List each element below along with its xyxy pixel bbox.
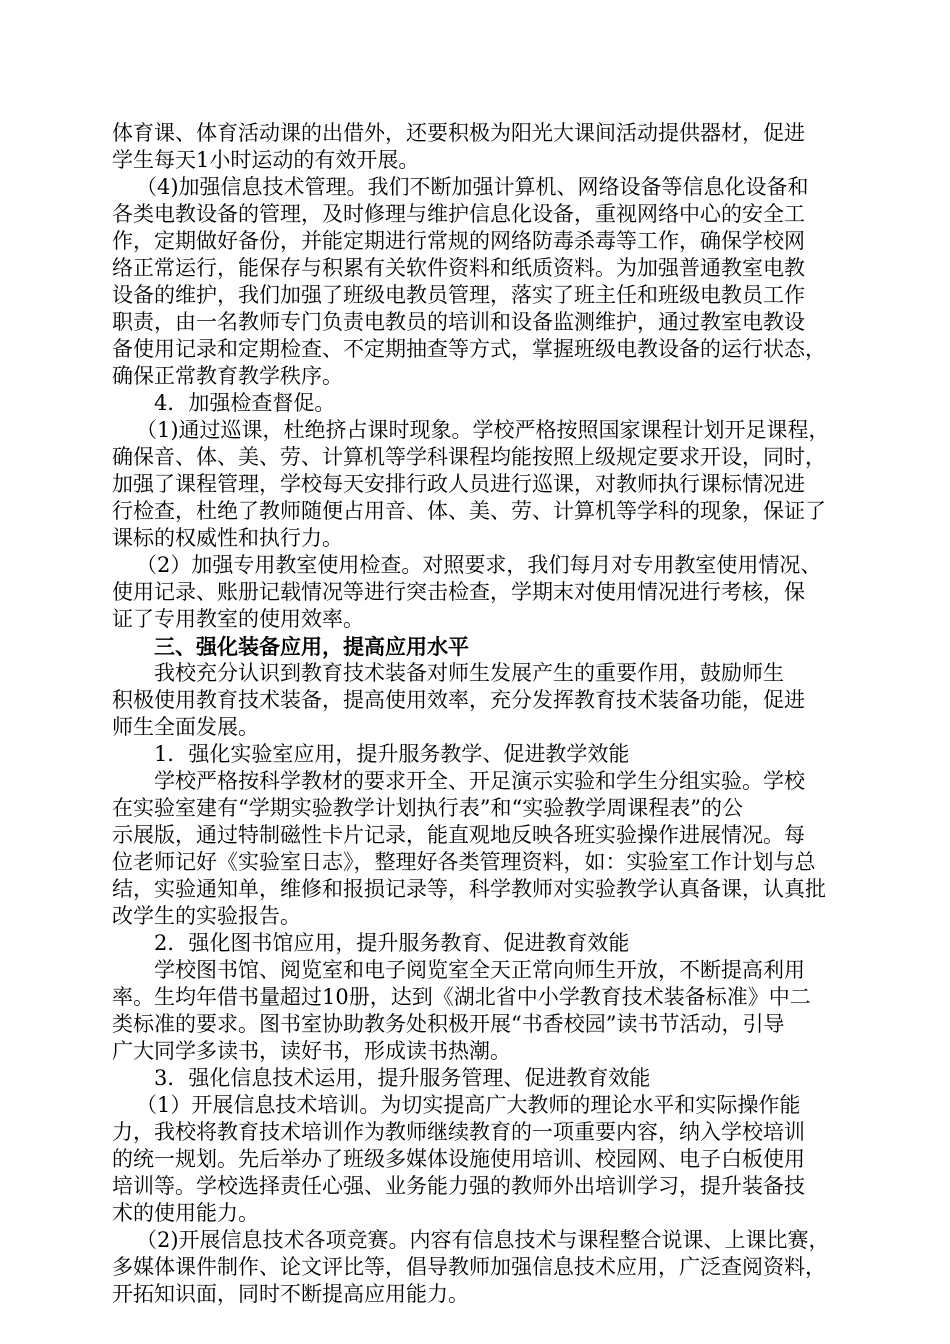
text-line: 加强了课程管理，学校每天安排行政人员进行巡课，对教师执行课标情况进 <box>112 472 805 496</box>
text-line: 结，实验通知单，维修和报损记录等，科学教师对实验教学认真备课，认真批 <box>112 877 826 901</box>
document-body <box>112 120 848 1308</box>
text-line: 率。生均年借书量超过10册，达到《湖北省中小学教育技术装备标准》中二 <box>112 985 811 1009</box>
text-line: 培训等。学校选择责任心强、业务能力强的教师外出培训学习，提升装备技 <box>112 1174 805 1198</box>
text-line: 络正常运行，能保存与积累有关软件资料和纸质资料。为加强普通教室电教 <box>112 256 805 280</box>
text-line: 在实验室建有“学期实验教学计划执行表”和“实验教学周课程表”的公 <box>112 796 743 820</box>
text-line: 设备的维护，我们加强了班级电教员管理，落实了班主任和班级电教员工作 <box>112 283 805 307</box>
text-line: 广大同学多读书，读好书，形成读书热潮。 <box>112 1039 511 1063</box>
text-line: 力，我校将教育技术培训作为教师继续教育的一项重要内容，纳入学校培训 <box>112 1120 805 1144</box>
section-heading: 2．强化图书馆应用，提升服务教育、促进教育效能 <box>154 931 630 955</box>
text-line: 学生每天1小时运动的有效开展。 <box>112 148 420 172</box>
text-line: 学校严格按科学教材的要求开全、开足演示实验和学生分组实验。学校 <box>154 769 805 793</box>
text-line: 的统一规划。先后举办了班级多媒体设施使用培训、校园网、电子白板使用 <box>112 1147 805 1171</box>
text-line: 类标准的要求。图书室协助教务处积极开展“书香校园”读书节活动，引导 <box>112 1012 785 1036</box>
text-line: 多媒体课件制作、论文评比等，倡导教师加强信息技术应用，广泛查阅资料， <box>112 1255 826 1279</box>
text-line: 我校充分认识到教育技术装备对师生发展产生的重要作用，鼓励师生 <box>154 661 784 685</box>
text-line: 行检查，杜绝了教师随便占用音、体、美、劳、计算机等学科的现象，保证了 <box>112 499 826 523</box>
text-line: 开拓知识面，同时不断提高应用能力。 <box>112 1282 469 1306</box>
text-line: 学校图书馆、阅览室和电子阅览室全天正常向师生开放，不断提高利用 <box>154 958 805 982</box>
text-line: 师生全面发展。 <box>112 715 259 739</box>
text-line: 使用记录、账册记载情况等进行突击检查，学期末对使用情况进行考核，保 <box>112 580 805 604</box>
section-heading: 4．加强检查督促。 <box>154 391 336 415</box>
text-line: （2）加强专用教室使用检查。对照要求，我们每月对专用教室使用情况、 <box>136 553 822 577</box>
text-line: 示展版，通过特制磁性卡片记录，能直观地反映各班实验操作进展情况。每 <box>112 823 805 847</box>
text-line: 体育课、体育活动课的出借外，还要积极为阳光大课间活动提供器材，促进 <box>112 121 805 145</box>
text-line: 积极使用教育技术装备，提高使用效率，充分发挥教育技术装备功能，促进 <box>112 688 805 712</box>
text-line: 确保正常教育教学秩序。 <box>112 364 343 388</box>
section-heading: 3．强化信息技术运用，提升服务管理、促进教育效能 <box>154 1066 651 1090</box>
text-line: （2)开展信息技术各项竞赛。内容有信息技术与课程整合说课、上课比赛， <box>136 1228 830 1252</box>
chapter-heading: 三、强化装备应用，提高应用水平 <box>154 634 469 659</box>
text-line: 各类电教设备的管理，及时修理与维护信息化设备，重视网络中心的安全工 <box>112 202 805 226</box>
text-line: 课标的权威性和执行力。 <box>112 526 343 550</box>
text-line: 确保音、体、美、劳、计算机等学科课程均能按照上级规定要求开设，同时， <box>112 445 826 469</box>
section-heading: 1．强化实验室应用，提升服务教学、促进教学效能 <box>154 742 630 766</box>
text-line: （4)加强信息技术管理。我们不断加强计算机、网络设备等信息化设备和 <box>136 175 809 199</box>
text-line: （1)通过巡课，杜绝挤占课时现象。学校严格按照国家课程计划开足课程， <box>136 418 830 442</box>
text-line: 备使用记录和定期检查、不定期抽查等方式，掌握班级电教设备的运行状态， <box>112 337 826 361</box>
text-line: 职责，由一名教师专门负责电教员的培训和设备监测维护，通过教室电教设 <box>112 310 805 334</box>
text-line: 术的使用能力。 <box>112 1201 259 1225</box>
text-line: 改学生的实验报告。 <box>112 904 301 928</box>
text-line: （1）开展信息技术培训。为切实提高广大教师的理论水平和实际操作能 <box>136 1093 801 1117</box>
text-line: 证了专用教室的使用效率。 <box>112 607 364 631</box>
text-line: 位老师记好《实验室日志》，整理好各类管理资料，如：实验室工作计划与总 <box>112 850 816 874</box>
text-line: 作，定期做好备份，并能定期进行常规的网络防毒杀毒等工作，确保学校网 <box>112 229 805 253</box>
